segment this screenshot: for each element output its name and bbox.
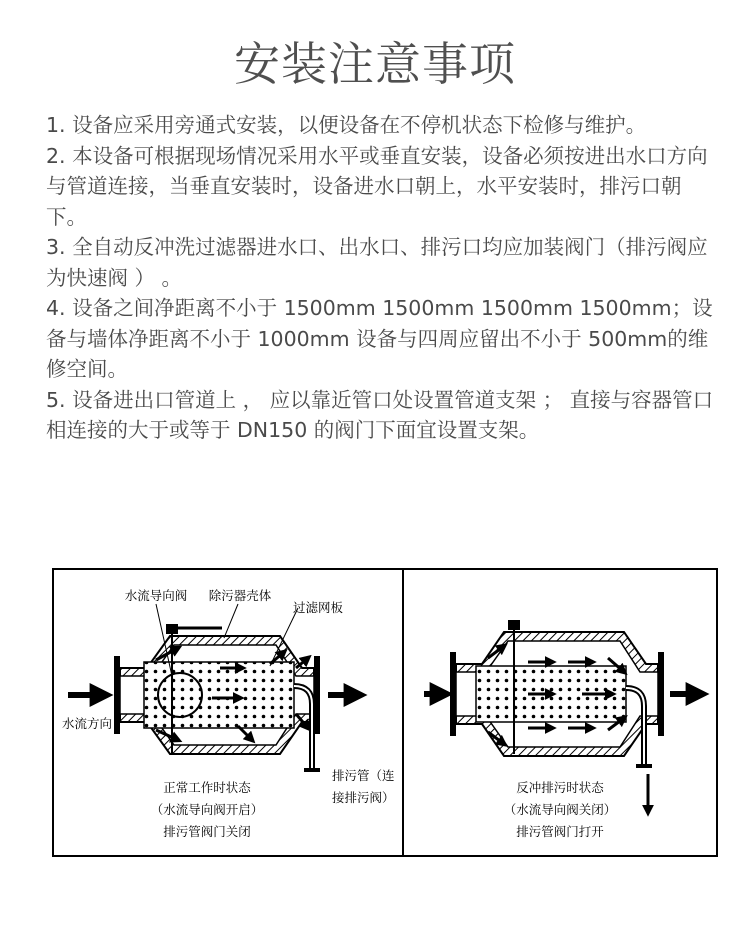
label-filter-screen: 过滤网板 bbox=[292, 600, 344, 615]
page-title: 安装注意事项 bbox=[234, 37, 516, 91]
right-caption-2: （水流导向阀关闭） bbox=[503, 802, 617, 817]
left-caption-1: 正常工作时状态 bbox=[163, 780, 251, 795]
instruction-item-1: 1. 设备应采用旁通式安装，以便设备在不停机状态下检修与维护。 bbox=[46, 113, 647, 137]
instructions bbox=[46, 110, 714, 446]
flow-valve bbox=[158, 673, 202, 717]
label-drain-1: 排污管（连 bbox=[332, 768, 395, 783]
right-caption-3: 排污管阀门打开 bbox=[516, 824, 604, 839]
instruction-item-5: 5. 设备进出口管道上 ， 应以靠近管口处设置管道支架 ； 直接与容器管口相连接的大于或等于 DN150 的阀门下面宜设置支架。 bbox=[46, 387, 714, 442]
label-drain-2: 接排污阀） bbox=[332, 790, 395, 805]
instruction-item-2: 2. 本设备可根据现场情况采用水平或垂直安装，设备必须按进出水口方向与管道连接，当垂直安装时，设备进水口朝上，水平安装时，排污口朝下。 bbox=[46, 143, 708, 229]
right-caption-1: 反冲排污时状态 bbox=[516, 780, 604, 795]
left-caption-3: 排污管阀门关闭 bbox=[163, 824, 251, 839]
left-caption-2: （水流导向阀开启） bbox=[150, 802, 264, 817]
instruction-item-4: 4. 设备之间净距离不小于 1500mm 1500mm 1500mm 1500mm；设备与墙体净距离不小于 1000mm 设备与四周应留出不小于 500mm的维修空间。 bbox=[46, 296, 713, 381]
label-cleaner-housing: 除污器壳体 bbox=[208, 588, 272, 603]
filter-diagram bbox=[52, 568, 718, 857]
label-inflow: 水流方向 bbox=[62, 716, 113, 731]
label-flow-valve: 水流导向阀 bbox=[124, 588, 188, 603]
instruction-item-3: 3. 全自动反冲洗过滤器进水口、出水口、排污口均应加装阀门（排污阀应为快速阀 ） 。 bbox=[46, 235, 708, 290]
